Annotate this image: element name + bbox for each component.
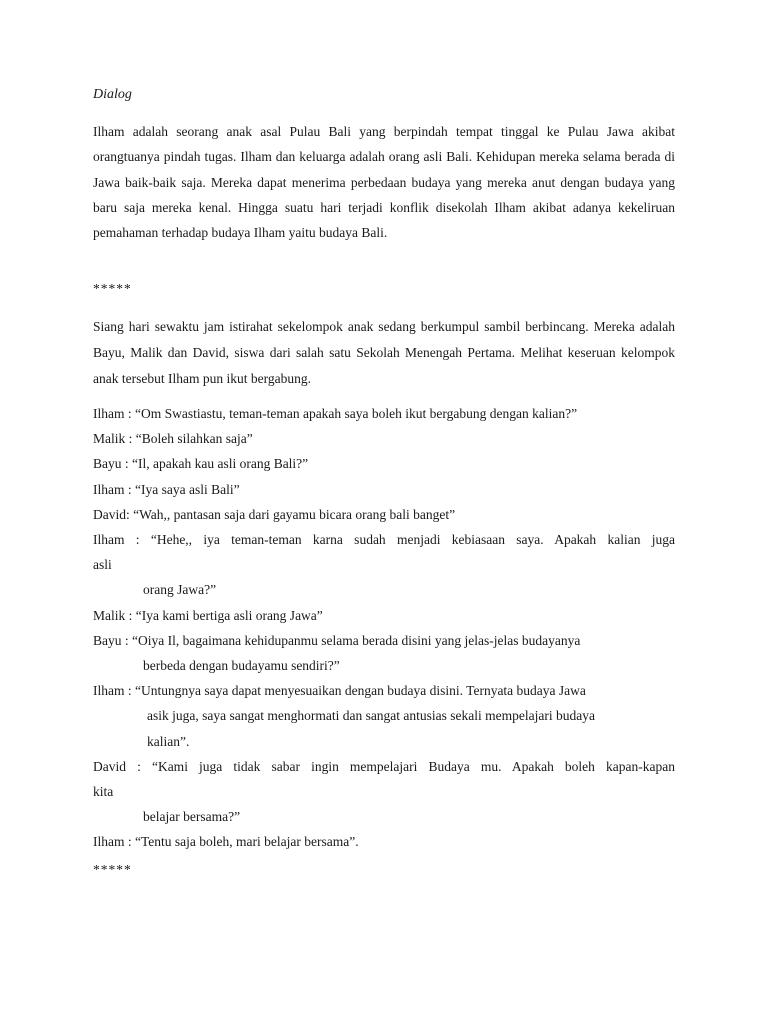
dialog-line: David: “Wah,, pantasan saja dari gayamu bicara orang bali banget”	[93, 506, 456, 522]
dialog-line: kita	[93, 784, 114, 800]
dialog-line-continuation: berbeda dengan budayamu sendiri?”	[143, 658, 340, 674]
dialog-line: Malik : “Iya kami bertiga asli orang Jawa”	[93, 607, 323, 623]
dialog-block	[93, 401, 675, 855]
dialog-line: Bayu : “Il, apakah kau asli orang Bali?”	[93, 456, 309, 472]
dialog-line: Bayu : “Oiya Il, bagaimana kehidupanmu selama berada disini yang jelas-jelas budayanya	[93, 632, 581, 648]
dialog-line-continuation: orang Jawa?”	[143, 582, 217, 598]
document-title: Dialog	[93, 87, 132, 102]
dialog-line: Ilham : “Om Swastiastu, teman-teman apakah saya boleh ikut bergabung dengan kalian?”	[93, 406, 578, 421]
scene-paragraph: Siang hari sewaktu jam istirahat sekelompok anak sedang berkumpul sambil berbincang. Mereka adalah Bayu, Malik dan David, siswa dari salah satu Sekolah Menengah Pertama. Melihat keseruan kelompok anak tersebut Ilham pun ikut bergabung.	[93, 319, 675, 386]
dialog-line: Ilham : “Iya saya asli Bali”	[93, 481, 240, 497]
dialog-line: David : “Kami juga tidak sabar ingin mempelajari Budaya mu. Apakah boleh kapan-kapan	[93, 758, 675, 774]
dialog-line: Malik : “Boleh silahkan saja”	[93, 431, 253, 447]
dialog-line: Ilham : “Tentu saja boleh, mari belajar bersama”.	[93, 834, 359, 850]
dialog-line: Ilham : “Hehe,, iya teman-teman karna sudah menjadi kebiasaan saya. Apakah kalian juga	[93, 532, 675, 548]
section-separator: *****	[93, 281, 132, 296]
dialog-line: Ilham : “Untungnya saya dapat menyesuaikan dengan budaya disini. Ternyata budaya Jawa	[93, 683, 586, 699]
dialog-line-continuation: belajar bersama?”	[143, 809, 241, 825]
intro-paragraph: Ilham adalah seorang anak asal Pulau Bali yang berpindah tempat tinggal ke Pulau Jawa akibat orangtuanya pindah tugas. Ilham dan keluarga adalah orang asli Bali. Kehidupan mereka selama berada di Jawa baik-baik saja. Mereka dapat menerima perbedaan budaya yang mereka anut dengan budaya yang baru saja mereka kenal. Hingga suatu hari terjadi konflik disekolah Ilham akibat adanya kekeliruan pemahaman terhadap budaya Ilham yaitu budaya Bali.	[93, 124, 675, 241]
section-separator: *****	[93, 862, 132, 877]
dialog-line-continuation: asik juga, saya sangat menghormati dan sangat antusias sekali mempelajari budaya	[147, 708, 595, 724]
dialog-line: asli	[93, 557, 112, 573]
dialog-line-continuation: kalian”.	[147, 733, 190, 749]
